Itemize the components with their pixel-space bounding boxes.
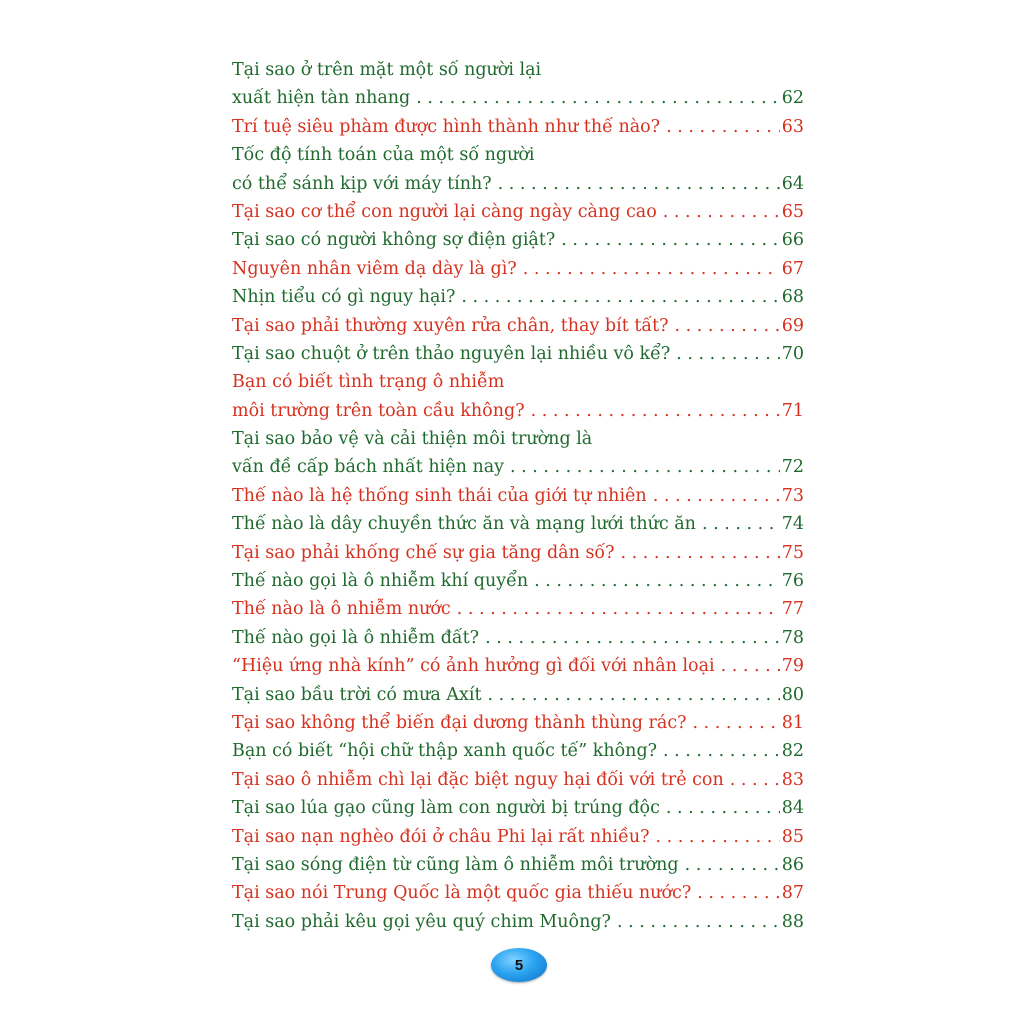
toc-entry-title: môi trường trên toàn cầu không? — [232, 400, 525, 421]
toc-entry-title: Bạn có biết “hội chữ thập xanh quốc tế” không? — [232, 741, 658, 762]
toc-entry-line — [232, 879, 804, 907]
dot-leader — [663, 737, 780, 765]
toc-entry-title: “Hiệu ứng nhà kính” có ảnh hưởng gì đối với nhân loại — [232, 656, 715, 677]
toc-entry-line — [232, 226, 804, 254]
toc-entry-title: Thế nào là hệ thống sinh thái của giới tự nhiên — [232, 485, 647, 506]
toc-entry-line — [232, 340, 804, 368]
toc-entry-line — [232, 482, 804, 510]
toc-entry-title: Thế nào là dây chuyền thức ăn và mạng lưới thức ăn — [232, 514, 696, 535]
toc-entry-title: vấn đề cấp bách nhất hiện nay — [232, 457, 505, 478]
toc-page-number: 72 — [781, 457, 804, 478]
dot-leader — [416, 84, 779, 112]
toc-entry-line — [232, 539, 804, 567]
toc-entry-title: Tại sao phải khống chế sự gia tăng dân số? — [232, 542, 615, 563]
toc-entry-line — [232, 737, 804, 765]
dot-leader — [523, 255, 780, 283]
dot-leader — [498, 170, 780, 198]
toc-page-number: 67 — [781, 258, 804, 279]
toc-entry-title: Tại sao lúa gạo cũng làm con người bị trúng độc — [232, 798, 660, 819]
dot-leader — [676, 340, 779, 368]
toc-page-number: 87 — [781, 883, 804, 904]
toc-page-number: 81 — [781, 712, 804, 733]
toc-page-number: 79 — [781, 656, 804, 677]
toc-entry-line — [232, 425, 804, 453]
toc-entry-line — [232, 652, 804, 680]
dot-leader — [621, 539, 780, 567]
toc-page-number: 78 — [781, 627, 804, 648]
toc-entry-line — [232, 397, 804, 425]
toc-page-number: 63 — [781, 116, 804, 137]
toc-entry-line — [232, 794, 804, 822]
dot-leader — [485, 624, 780, 652]
toc-entry-line — [232, 624, 804, 652]
toc-entry-title: Trí tuệ siêu phàm được hình thành như thế nào? — [232, 116, 661, 137]
toc-entry-title: Tại sao nạn nghèo đói ở châu Phi lại rất nhiều? — [232, 826, 650, 847]
toc-page-number: 84 — [781, 798, 804, 819]
toc-entry-title: Thế nào gọi là ô nhiễm đất? — [232, 627, 480, 648]
dot-leader — [702, 510, 780, 538]
toc-entry-line — [232, 368, 804, 396]
toc-page-number: 66 — [781, 230, 804, 251]
toc-entry-title: Tại sao cơ thể con người lại càng ngày càng cao — [232, 201, 657, 222]
dot-leader — [488, 681, 780, 709]
toc-page-number: 80 — [781, 684, 804, 705]
toc-entry-title: Tại sao phải kêu gọi yêu quý chim Muông? — [232, 911, 611, 932]
dot-leader — [656, 823, 780, 851]
dot-leader — [531, 397, 780, 425]
toc-page-number: 71 — [781, 400, 804, 421]
toc-page-number: 82 — [781, 741, 804, 762]
toc-entry-line — [232, 567, 804, 595]
table-of-contents — [232, 56, 804, 936]
toc-page-number: 76 — [781, 571, 804, 592]
dot-leader — [730, 766, 780, 794]
toc-entry-line — [232, 908, 804, 936]
dot-leader — [663, 198, 780, 226]
toc-entry-line — [232, 56, 804, 84]
toc-entry-line — [232, 141, 804, 169]
toc-page-number: 83 — [781, 769, 804, 790]
toc-entry-title: Thế nào gọi là ô nhiễm khí quyển — [232, 571, 529, 592]
dot-leader — [666, 794, 780, 822]
toc-entry-title: Tại sao bảo vệ và cải thiện môi trường là — [232, 429, 593, 450]
toc-entry-title: Thế nào là ô nhiễm nước — [232, 599, 451, 620]
toc-entry-line — [232, 255, 804, 283]
toc-entry-title: Tại sao chuột ở trên thảo nguyên lại nhiều vô kể? — [232, 343, 671, 364]
toc-entry-line — [232, 198, 804, 226]
page-number-badge — [491, 948, 547, 982]
toc-entry-title: Tại sao ô nhiễm chì lại đặc biệt nguy hại đối với trẻ con — [232, 769, 724, 790]
toc-entry-line — [232, 766, 804, 794]
toc-entry-line — [232, 681, 804, 709]
toc-entry-title: Tại sao có người không sợ điện giật? — [232, 230, 556, 251]
dot-leader — [617, 908, 780, 936]
toc-entry-line — [232, 84, 804, 112]
toc-entry-title: Bạn có biết tình trạng ô nhiễm — [232, 372, 505, 393]
toc-entry-title: Tại sao phải thường xuyên rửa chân, thay bít tất? — [232, 315, 669, 336]
toc-entry-line — [232, 823, 804, 851]
toc-page-number: 73 — [781, 485, 804, 506]
dot-leader — [666, 113, 780, 141]
toc-page-number: 85 — [781, 826, 804, 847]
toc-page-number: 64 — [781, 173, 804, 194]
dot-leader — [461, 283, 779, 311]
dot-leader — [510, 453, 780, 481]
toc-page-number: 86 — [781, 854, 804, 875]
dot-leader — [697, 879, 780, 907]
toc-page-number: 62 — [781, 88, 804, 109]
toc-entry-title: có thể sánh kịp với máy tính? — [232, 173, 492, 194]
toc-page-number: 75 — [781, 542, 804, 563]
toc-entry-title: Tại sao bầu trời có mưa Axít — [232, 684, 482, 705]
toc-entry-title: Tốc độ tính toán của một số người — [232, 145, 535, 166]
toc-entry-line — [232, 113, 804, 141]
toc-entry-line — [232, 283, 804, 311]
toc-page-number: 69 — [781, 315, 804, 336]
dot-leader — [534, 567, 780, 595]
toc-entry-line — [232, 851, 804, 879]
toc-entry-line — [232, 510, 804, 538]
toc-entry-title: Nguyên nhân viêm dạ dày là gì? — [232, 258, 517, 279]
page-number: 5 — [514, 956, 524, 974]
toc-page-number: 70 — [781, 343, 804, 364]
toc-entry-line — [232, 312, 804, 340]
dot-leader — [721, 652, 780, 680]
toc-entry-title: Tại sao nói Trung Quốc là một quốc gia thiếu nước? — [232, 883, 692, 904]
dot-leader — [561, 226, 779, 254]
toc-entry-title: xuất hiện tàn nhang — [232, 88, 411, 109]
dot-leader — [675, 312, 780, 340]
toc-entry-title: Tại sao không thể biến đại dương thành thùng rác? — [232, 712, 687, 733]
toc-entry-title: Tại sao sóng điện từ cũng làm ô nhiễm môi trường — [232, 854, 679, 875]
toc-page-number: 77 — [781, 599, 804, 620]
toc-entry-title: Tại sao ở trên mặt một số người lại — [232, 60, 542, 80]
toc-entry-line — [232, 453, 804, 481]
toc-page-number: 65 — [781, 201, 804, 222]
dot-leader — [653, 482, 780, 510]
toc-page-number: 88 — [781, 911, 804, 932]
toc-entry-line — [232, 595, 804, 623]
dot-leader — [685, 851, 780, 879]
toc-page-number: 68 — [781, 287, 804, 308]
dot-leader — [693, 709, 780, 737]
toc-entry-title: Nhịn tiểu có gì nguy hại? — [232, 287, 456, 308]
toc-page-number: 74 — [781, 514, 804, 535]
toc-entry-line — [232, 709, 804, 737]
dot-leader — [457, 595, 780, 623]
toc-entry-line — [232, 170, 804, 198]
